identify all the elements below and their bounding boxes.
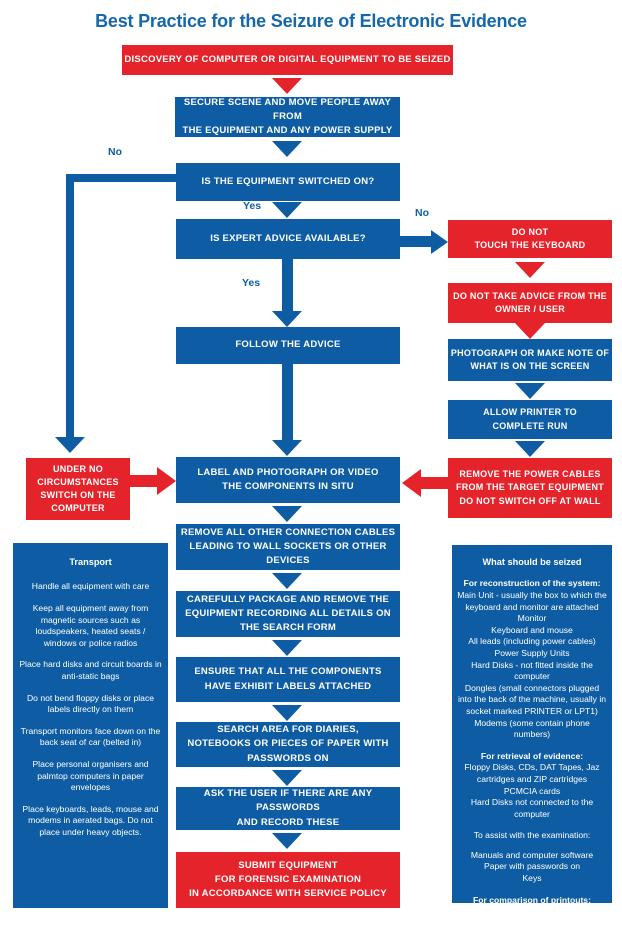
flow-box-switched-on: IS THE EQUIPMENT SWITCHED ON? (176, 163, 400, 201)
flow-box-photograph-screen: PHOTOGRAPH OR MAKE NOTE OF WHAT IS ON THE SCREEN (448, 339, 612, 381)
arrow-follow-label-shaft (282, 364, 293, 441)
arrow-right-col-3-icon (515, 383, 545, 399)
arrow-no-left-horizontal (66, 174, 176, 182)
arrow-remove-power-head-icon (402, 469, 421, 497)
arrow-no-right-head-icon (431, 230, 448, 254)
info-box-seized: What should be seized For reconstruction of the system: Main Unit - usually the box to which the keyboard and monitor are attached Monitor Keyboard and mouse All leads (including power cables) Power Supply Units Hard Disks - not fitted inside the computer Dongles (small connectors plugged into the back of the machine, usually in socket marked PRINTER or LPT1) Modems (some contain phone numbers) For retrieval of evidence: Floppy Disks, CDs, DAT Tapes, Jaz cartridges and ZIP cartridges PCMCIA cards Hard Disks not connected to the computer To assist with the examination: Manuals and computer software Paper with passwords on Keys For comparison of printouts: Printers Printouts and Printer paper (452, 545, 612, 903)
arrow-under-no-head-icon (157, 467, 176, 495)
arrow-expert-follow-head-icon (272, 311, 302, 327)
seized-section-title: To assist with the examination: (473, 830, 591, 841)
arrow-switched-down-icon (272, 202, 302, 218)
arrow-right-col-1-icon (515, 262, 545, 278)
flow-box-discovery-line: DISCOVERY OF COMPUTER OR DIGITAL EQUIPMENT TO BE SEIZED (124, 53, 451, 65)
seized-section-title: For retrieval of evidence: (480, 750, 584, 761)
flow-box-label-photograph: LABEL AND PHOTOGRAPH OR VIDEO THE COMPONENTS IN SITU (176, 457, 400, 503)
arrow-center-5-icon (272, 770, 302, 786)
flow-box-remove-power: REMOVE THE POWER CABLES FROM THE TARGET EQUIPMENT DO NOT SWITCH OFF AT WALL (448, 458, 612, 518)
flow-box-ask-user: ASK THE USER IF THERE ARE ANY PASSWORDS AND RECORD THESE (176, 787, 400, 830)
seized-section-title: For comparison of printouts: (473, 894, 591, 905)
transport-item: Handle all equipment with care (31, 581, 150, 592)
transport-item: Place hard disks and circuit boards in anti-static bags (19, 659, 162, 681)
flow-box-ensure-labels: ENSURE THAT ALL THE COMPONENTS HAVE EXHIBIT LABELS ATTACHED (176, 657, 400, 702)
transport-heading: Transport (69, 557, 112, 567)
arrow-discovery-down-icon (272, 78, 302, 94)
arrow-center-3-icon (272, 640, 302, 656)
flow-box-allow-printer: ALLOW PRINTER TO COMPLETE RUN (448, 400, 612, 439)
transport-item: Place personal organisers and palmtop computers in paper envelopes (32, 758, 149, 793)
flow-box-follow-advice: FOLLOW THE ADVICE (176, 327, 400, 364)
flow-box-under-no-circumstances: UNDER NO CIRCUMSTANCES SWITCH ON THE COMPUTER (26, 458, 130, 520)
arrow-no-right-shaft (400, 236, 432, 247)
flow-box-submit: SUBMIT EQUIPMENT FOR FORENSIC EXAMINATION IN ACCORDANCE WITH SERVICE POLICY (176, 852, 400, 908)
flow-box-expert-advice: IS EXPERT ADVICE AVAILABLE? (176, 219, 400, 259)
flow-box-search-area: SEARCH AREA FOR DIARIES, NOTEBOOKS OR PIECES OF PAPER WITH PASSWORDS ON (176, 722, 400, 767)
flow-box-secure-scene: SECURE SCENE AND MOVE PEOPLE AWAY FROM THE EQUIPMENT AND ANY POWER SUPPLY (175, 97, 400, 137)
arrow-follow-label-head-icon (272, 440, 302, 456)
arrow-remove-power-shaft (420, 477, 448, 489)
arrow-secure-down-icon (272, 141, 302, 157)
arrow-no-left-head-icon (55, 437, 85, 453)
flow-box-do-not-touch: DO NOT TOUCH THE KEYBOARD (448, 220, 612, 258)
transport-item: Place keyboards, leads, mouse and modems in aerated bags. Do not place under heavy objects. (22, 803, 159, 837)
page-title: Best Practice for the Seizure of Electronic Evidence (95, 11, 527, 31)
arrow-center-2-icon (272, 573, 302, 589)
seized-section-title: For reconstruction of the system: (463, 578, 601, 589)
seized-heading: What should be seized (482, 557, 582, 567)
flow-box-package: CAREFULLY PACKAGE AND REMOVE THE EQUIPMENT RECORDING ALL DETAILS ON THE SEARCH FORM (176, 591, 400, 637)
arrow-right-col-2-icon (515, 323, 545, 339)
arrow-no-left-vertical (66, 174, 74, 437)
transport-item: Do not bend floppy disks or place labels directly on them (26, 692, 155, 715)
arrow-expert-follow-shaft (282, 259, 293, 312)
transport-item: Transport monitors face down on the back seat of car (belted in) (20, 725, 161, 748)
label-yes-1: Yes (243, 200, 262, 212)
info-box-transport (13, 543, 168, 908)
flow-box-discovery (122, 45, 453, 75)
arrow-right-col-4-icon (515, 441, 545, 457)
transport-item: Keep all equipment away from magnetic sources such as loudspeakers, heated seats / windows or police radios (32, 603, 149, 648)
flow-box-remove-cables: REMOVE ALL OTHER CONNECTION CABLES LEADING TO WALL SOCKETS OR OTHER DEVICES (176, 524, 400, 570)
flow-box-no-owner-advice: DO NOT TAKE ADVICE FROM THE OWNER / USER (448, 283, 612, 323)
label-no-right: No (415, 207, 429, 219)
label-yes-2: Yes (242, 277, 261, 289)
arrow-center-1-icon (272, 506, 302, 522)
arrow-under-no-shaft (130, 475, 158, 487)
arrow-center-6-icon (272, 833, 302, 849)
label-no-left: No (108, 146, 122, 158)
arrow-center-4-icon (272, 705, 302, 721)
